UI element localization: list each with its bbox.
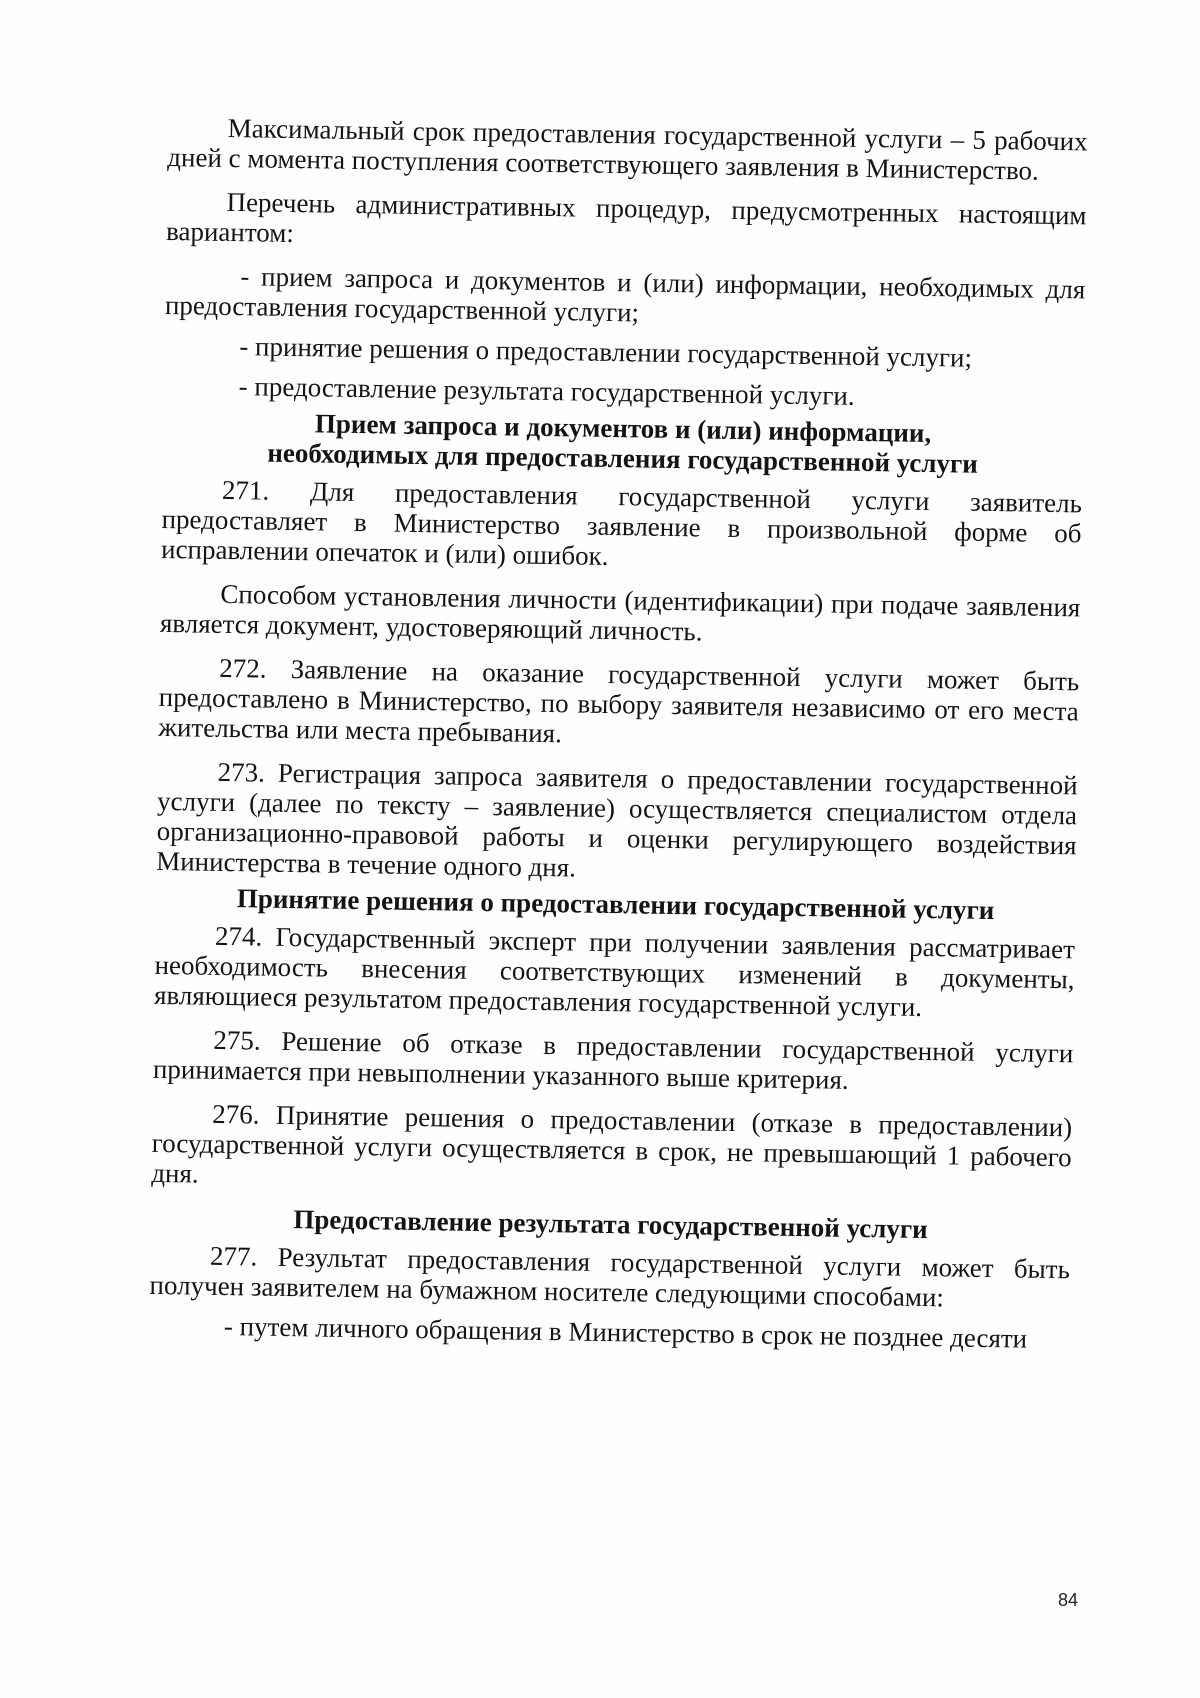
list-item-decision: - принятие решения о предоставлении государственной услуги; (239, 331, 973, 373)
heading-receive-request-line2: необходимых для предоставления государственной услуги (267, 437, 979, 479)
list-item-receive-request: - прием запроса и документов и (или) информации, необходимых для предоставления государственной услуги; (164, 261, 1086, 328)
section-274: 274. Государственный эксперт при получении заявления рассматривает необходимость внесения соответствующих изменений в документы, являющиеся результатом предоставления государственной услуги. (153, 920, 1076, 1022)
section-276: 276. Принятие решения о предоставлении (отказе в предоставлении) государственной услуги осуществляется в срок, не превышающий 1 рабочего дня. (151, 1098, 1073, 1189)
section-271-identification: Способом установления личности (идентификации) при подаче заявления является документ, удостоверяющий личность. (159, 578, 1081, 647)
section-272: 272. Заявление на оказание государственной услуги может быть предоставлено в Министерство, по выбору заявителя независимо от его места жительства или места пребывания. (158, 652, 1080, 749)
paragraph-procedures-list-intro: Перечень административных процедур, предусмотренных настоящим вариантом: (165, 186, 1087, 248)
section-273: 273. Регистрация запроса заявителя о предоставлении государственной услуги (далее по тексту – заявление) осуществляется специалистом отдела организационно-правовой работы и оценки регулирующего воздействия Министерства в течение одного дня. (155, 756, 1078, 883)
paragraph-max-term: Максимальный срок предоставления государственной услуги – 5 рабочих дней с момента поступления соответствующего заявления в Министерство. (167, 112, 1088, 186)
heading-receive-request (162, 406, 1083, 480)
heading-decision: Принятие решения о предоставлении государственной услуги (236, 883, 995, 926)
section-277: 277. Результат предоставления государственной услуги может быть получен заявителем на бумажном носителе следующими способами: (149, 1240, 1071, 1313)
heading-receive-request-line1: Прием запроса и документов и (или) информации, (314, 408, 932, 449)
document-body (149, 112, 1088, 1354)
list-item-result: - предоставление результата государственной услуги. (238, 371, 855, 411)
heading-result: Предоставление результата государственной услуги (293, 1204, 928, 1245)
section-275: 275. Решение об отказе в предоставлении государственной услуги принимается при невыполнении указанного выше критерия. (152, 1024, 1074, 1095)
page-number: 84 (1058, 1590, 1079, 1610)
list-item-personal-visit: - путем личного обращения в Министерство в срок не позднее десяти (223, 1311, 1028, 1354)
section-271: 271. Для предоставления государственной услуги заявитель предоставляет в Министерство заявление в произвольной форме об исправлении опечаток и (или) ошибок. (160, 474, 1083, 571)
